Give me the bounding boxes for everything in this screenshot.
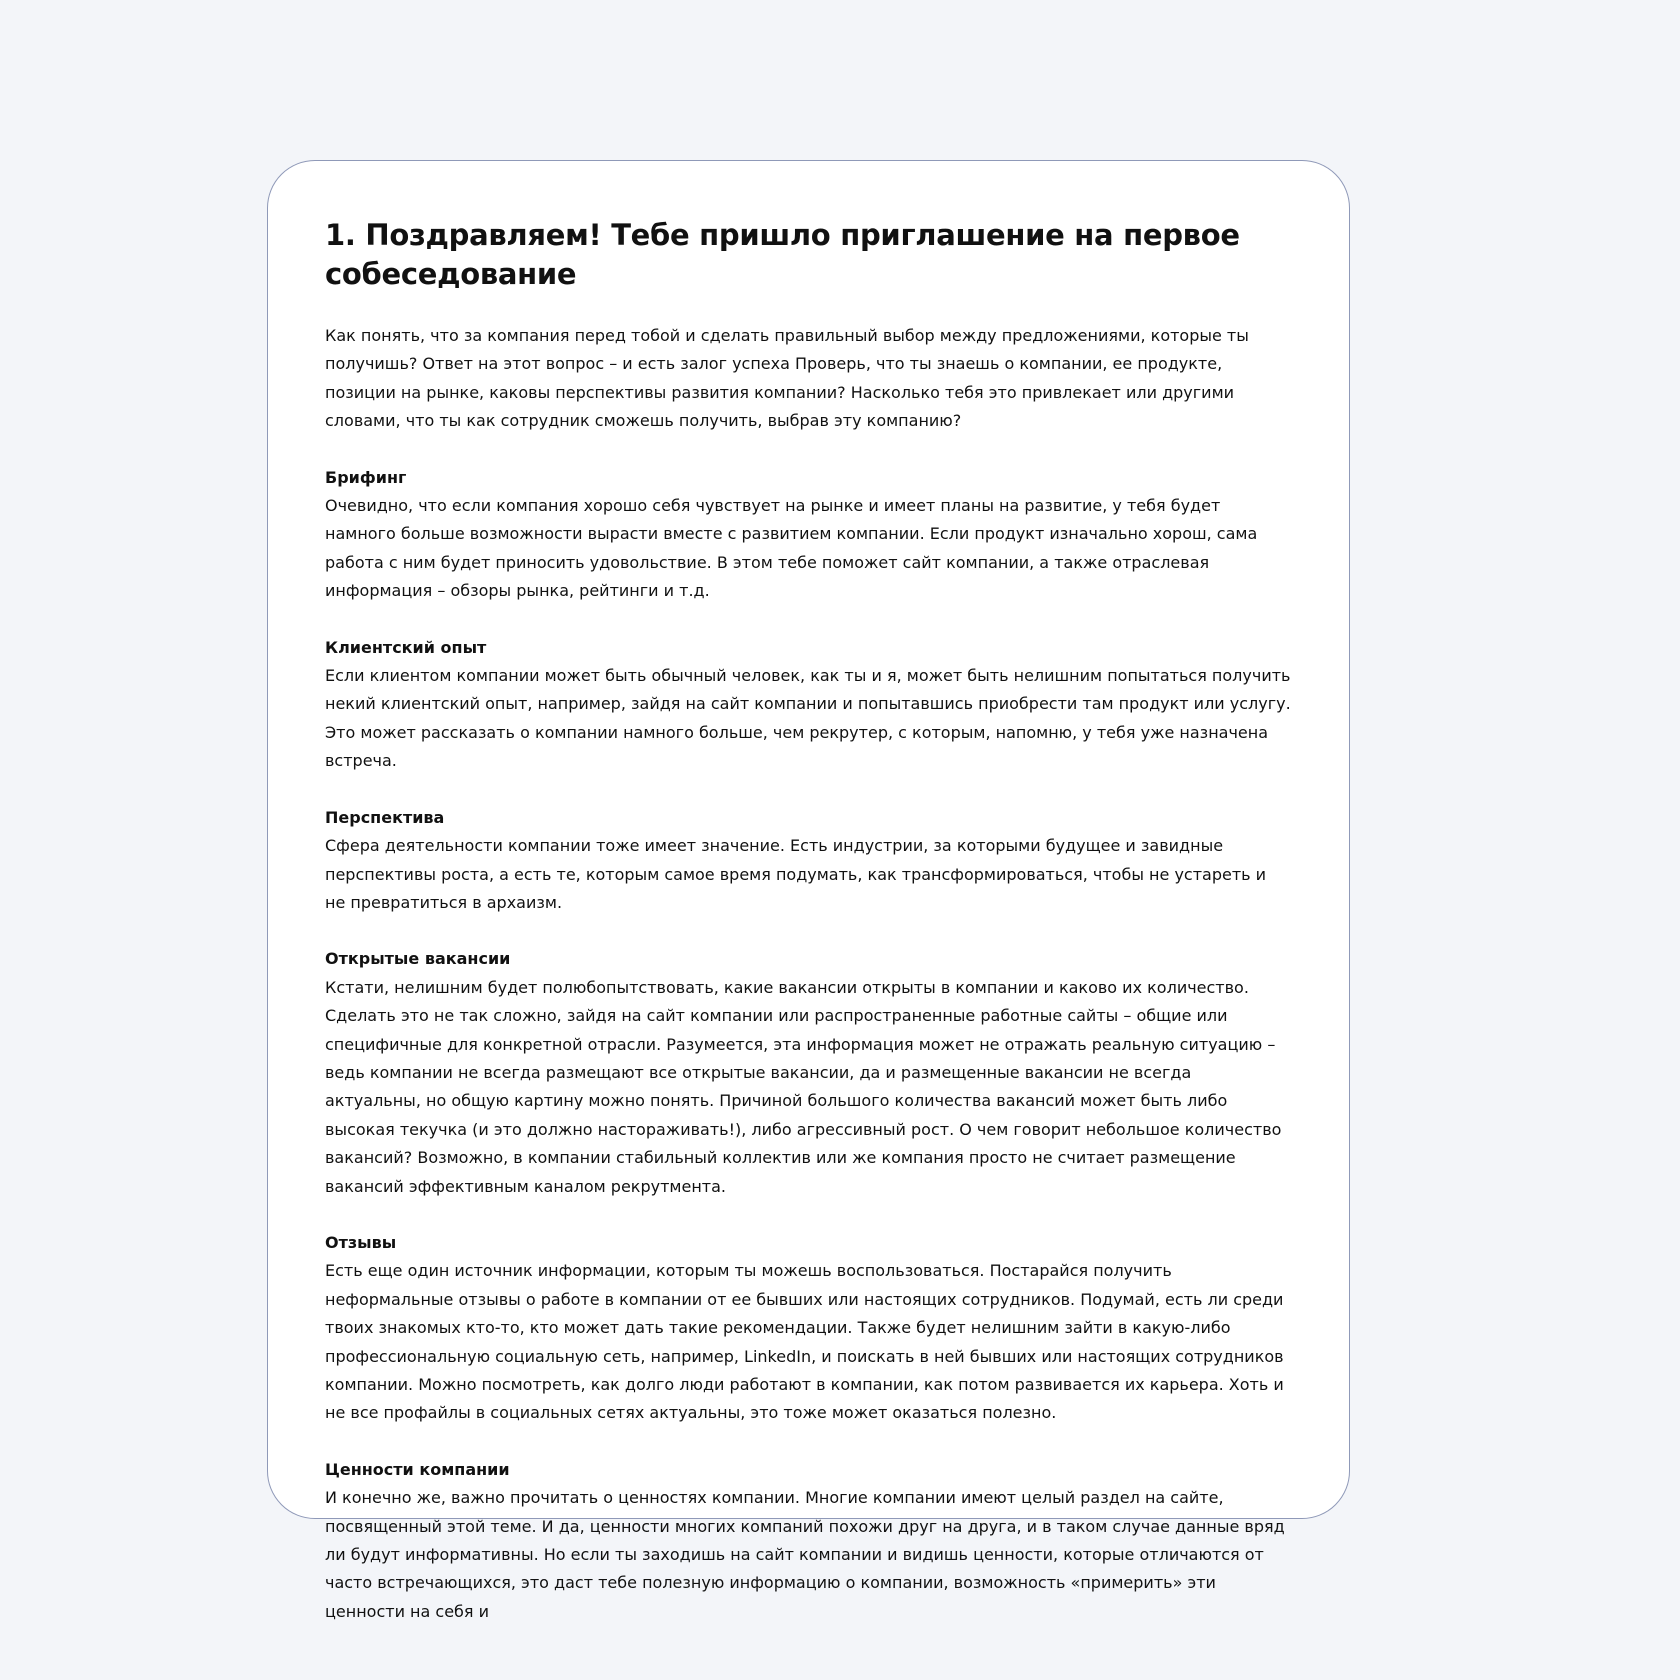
section-perspective xyxy=(325,804,1291,918)
section-reviews xyxy=(325,1229,1291,1428)
section-title: Ценности компании xyxy=(325,1459,510,1479)
section-title: Клиентский опыт xyxy=(325,637,487,657)
section-client-experience xyxy=(325,634,1291,776)
section-text: Очевидно, что если компания хорошо себя чувствует на рынке и имеет планы на развитие, у тебя будет намного больше возможности вырасти вместе с развитием компании. Если продукт изначально хорош, сама работа с ним будет приносить удовольствие. В этом тебе поможет сайт компании, а также отраслевая информация – обзоры рынка, рейтинги и т.д. xyxy=(325,496,1258,601)
article-content xyxy=(325,216,1291,1654)
article-title: 1. Поздравляем! Тебе пришло приглашение на первое собеседование xyxy=(325,218,1240,291)
section-open-vacancies xyxy=(325,945,1291,1201)
section-text: Сфера деятельности компании тоже имеет значение. Есть индустрии, за которыми будущее и завидные перспективы роста, а есть те, которым самое время подумать, как трансформироваться, чтобы не устареть и не превратиться в архаизм. xyxy=(325,836,1267,912)
article-intro: Как понять, что за компания перед тобой и сделать правильный выбор между предложениями, которые ты получишь? Ответ на этот вопрос – и есть залог успеха Проверь, что ты знаешь о компании, ее продукте, позиции на рынке, каковы перспективы развития компании? Насколько тебя это привлекает или другими словами, что ты как сотрудник сможешь получить, выбрав эту компанию? xyxy=(325,326,1249,431)
section-company-values xyxy=(325,1456,1291,1626)
section-text: Если клиентом компании может быть обычный человек, как ты и я, может быть нелишним попытаться получить некий клиентский опыт, например, зайдя на сайт компании и попытавшись приобрести там продукт или услугу. Это может рассказать о компании намного больше, чем рекрутер, с которым, напомню, у тебя уже назначена встреча. xyxy=(325,666,1291,771)
article-card xyxy=(267,160,1350,1621)
section-text: Есть еще один источник информации, которым ты можешь воспользоваться. Постарайся получить неформальные отзывы о работе в компании от ее бывших или настоящих сотрудников. Подумай, есть ли среди твоих знакомых кто-то, кто может дать такие рекомендации. Также будет нелишним зайти в какую-либо профессиональную социальную сеть, например, LinkedIn, и поискать в ней бывших или настоящих сотрудников компании. Можно посмотреть, как долго люди работают в компании, как потом развивается их карьера. Хоть и не все профайлы в социальных сетях актуальны, это тоже может оказаться полезно. xyxy=(325,1261,1284,1423)
section-title: Брифинг xyxy=(325,467,407,487)
section-briefing xyxy=(325,464,1291,606)
section-text: Кстати, нелишним будет полюбопытствовать, какие вакансии открыты в компании и каково их количество. Сделать это не так сложно, зайдя на сайт компании или распространенные работные сайты – общие или специфичные для конкретной отрасли. Разумеется, эта информация может не отражать реальную ситуацию – ведь компании не всегда размещают все открытые вакансии, да и размещенные вакансии не всегда актуальны, но общую картину можно понять. Причиной большого количества вакансий может быть либо высокая текучка (и это должно настораживать!), либо агрессивный рост. О чем говорит небольшое количество вакансий? Возможно, в компании стабильный коллектив или же компания просто не считает размещение вакансий эффективным каналом рекрутмента. xyxy=(325,977,1282,1196)
section-title: Перспектива xyxy=(325,807,445,827)
section-title: Отзывы xyxy=(325,1232,397,1252)
section-text: И конечно же, важно прочитать о ценностях компании. Многие компании имеют целый раздел на сайте, посвященный этой теме. И да, ценности многих компаний похожи друг на друга, и в таком случае данные вряд ли будут информативны. Но если ты заходишь на сайт компании и видишь ценности, которые отличаются от часто встречающихся, это даст тебе полезную информацию о компании, возможность «примерить» эти ценности на себя и xyxy=(325,1488,1285,1621)
section-title: Открытые вакансии xyxy=(325,949,511,969)
